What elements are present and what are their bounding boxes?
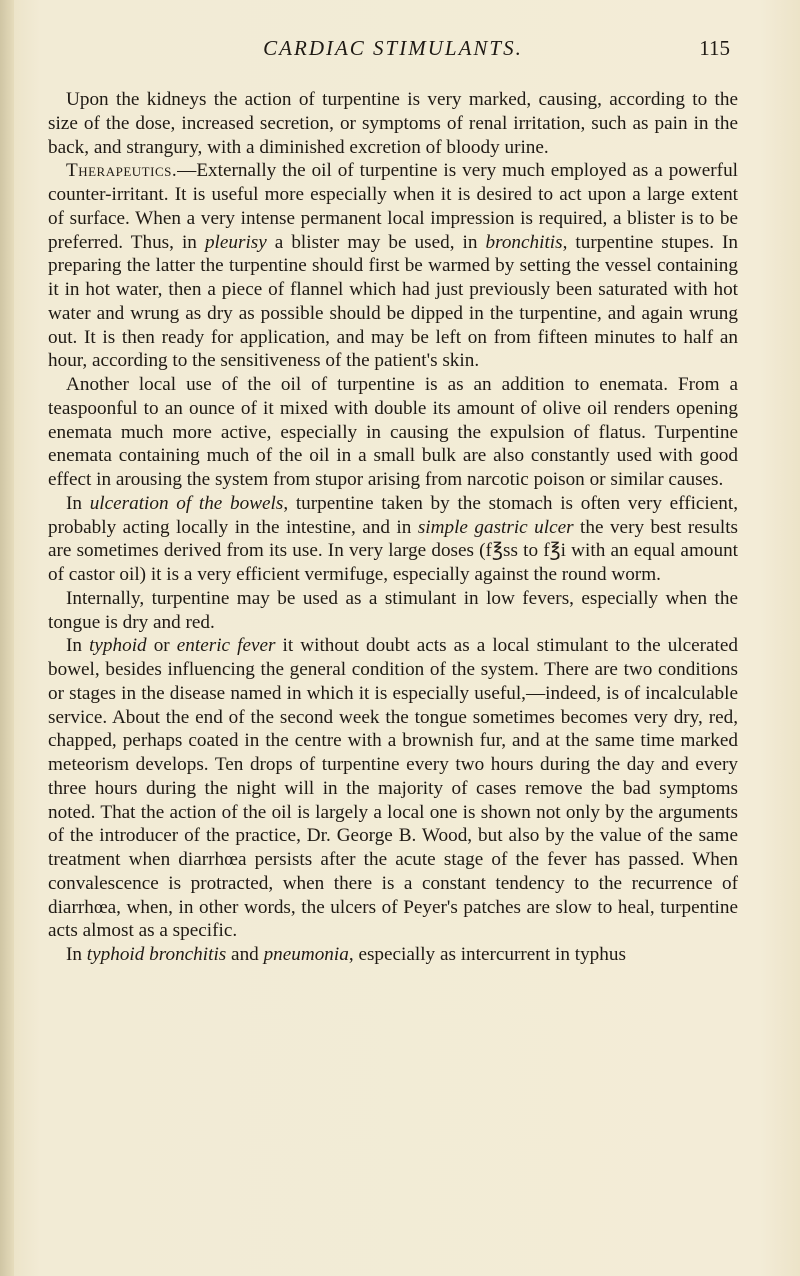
paragraph (48, 587, 738, 635)
text-run: In (66, 635, 90, 657)
italic-term: typhoid (89, 635, 147, 657)
text-run: or (146, 635, 177, 657)
text-run: , turpentine stupes. In preparing the latter the turpentine should first be warmed by setting the vessel containing it in hot water, then a piece of flannel which had just previously been saturated with hot water and wrung as dry as possible should be dipped in the turpentine, and again wrung out. It is then ready for application, and may be left on from fifteen minutes to half an hour, according to the sensitiveness of the patient's skin. (48, 231, 739, 372)
text-run: and (226, 944, 264, 965)
page-header (0, 36, 800, 64)
paragraph (48, 159, 738, 373)
text-run: Another local use of the oil of turpentine is as an addition to enemata. From a teaspoonful to an ounce of it mixed with double its amount of olive oil renders opening enemata much more active, especially in causing the expulsion of flatus. Turpentine enemata containing much of the oil in a small bulk are also constantly used with good effect in arousing the system from stupor arising from narcotic poison or similar causes. (48, 374, 738, 490)
paragraph (48, 88, 738, 159)
paragraph (48, 634, 738, 943)
text-run: , especially as intercurrent in typhus (348, 944, 626, 965)
running-head: CARDIAC STIMULANTS. (263, 36, 523, 60)
body-text (48, 88, 738, 967)
page-gutter (0, 0, 14, 1276)
section-heading: Therapeutics. (66, 160, 178, 182)
text-run: In (66, 492, 90, 514)
italic-term: pneumonia (263, 944, 349, 965)
text-run: , turpentine taken by the stomach is often very efficient, probably acting locally in the intestine, and in (48, 492, 739, 538)
page-number: 115 (699, 36, 730, 60)
text-run: In (66, 944, 87, 965)
text-run: the very best results are sometimes derived from its use. In very large doses (f℥ss to f℥i with an equal amount of castor oil) it is a very efficient vermifuge, especially against the round worm. (48, 516, 738, 585)
text-run: a blister may be used, in (266, 231, 486, 253)
text-run: it without doubt acts as a local stimulant to the ulcerated bowel, besides influencing the general condition of the system. There are two conditions or stages in the disease named in which it is especially useful,—indeed, is of incalculable service. About the end of the second week the tongue sometimes becomes very dry, red, chapped, perhaps coated in the centre with a brownish fur, and at the same time marked meteorism develops. Ten drops of turpentine every two hours during the day and every three hours during the night will in the majority of cases remove the bad symptoms noted. That the action of the oil is largely a local one is shown not only by the arguments of the introducer of the practice, Dr. George B. Wood, but also by the value of the same treatment when diarrhœa persists after the acute stage of the fever has passed. When convalescence is protracted, when there is a constant tendency to the recurrence of diarrhœa, when, in other words, the ulcers of Peyer's patches are slow to heal, turpentine acts almost as a specific. (48, 635, 738, 942)
text-run: Upon the kidneys the action of turpentine is very marked, causing, according to the size of the dose, increased secretion, or symptoms of renal irritation, such as pain in the back, and strangury, with a diminished excretion of bloody urine. (48, 89, 738, 158)
text-run: —Externally the oil of turpentine is very much employed as a powerful counter-irritant. It is useful more especially when it is desired to act upon a large extent of surface. When a very intense permanent local impression is required, a blister is to be preferred. Thus, in (48, 160, 738, 253)
text-run: Internally, turpentine may be used as a stimulant in low fevers, especially when the tongue is dry and red. (48, 587, 738, 633)
italic-term: bronchitis (485, 231, 563, 253)
paragraph (48, 492, 738, 587)
italic-term: pleurisy (204, 231, 267, 253)
italic-term: enteric fever (176, 635, 276, 657)
italic-term: simple gastric ulcer (417, 516, 574, 538)
italic-term: ulceration of the bowels (89, 492, 284, 514)
paragraph (48, 943, 738, 967)
italic-term: typhoid bronchitis (86, 944, 227, 965)
paragraph (48, 373, 738, 492)
